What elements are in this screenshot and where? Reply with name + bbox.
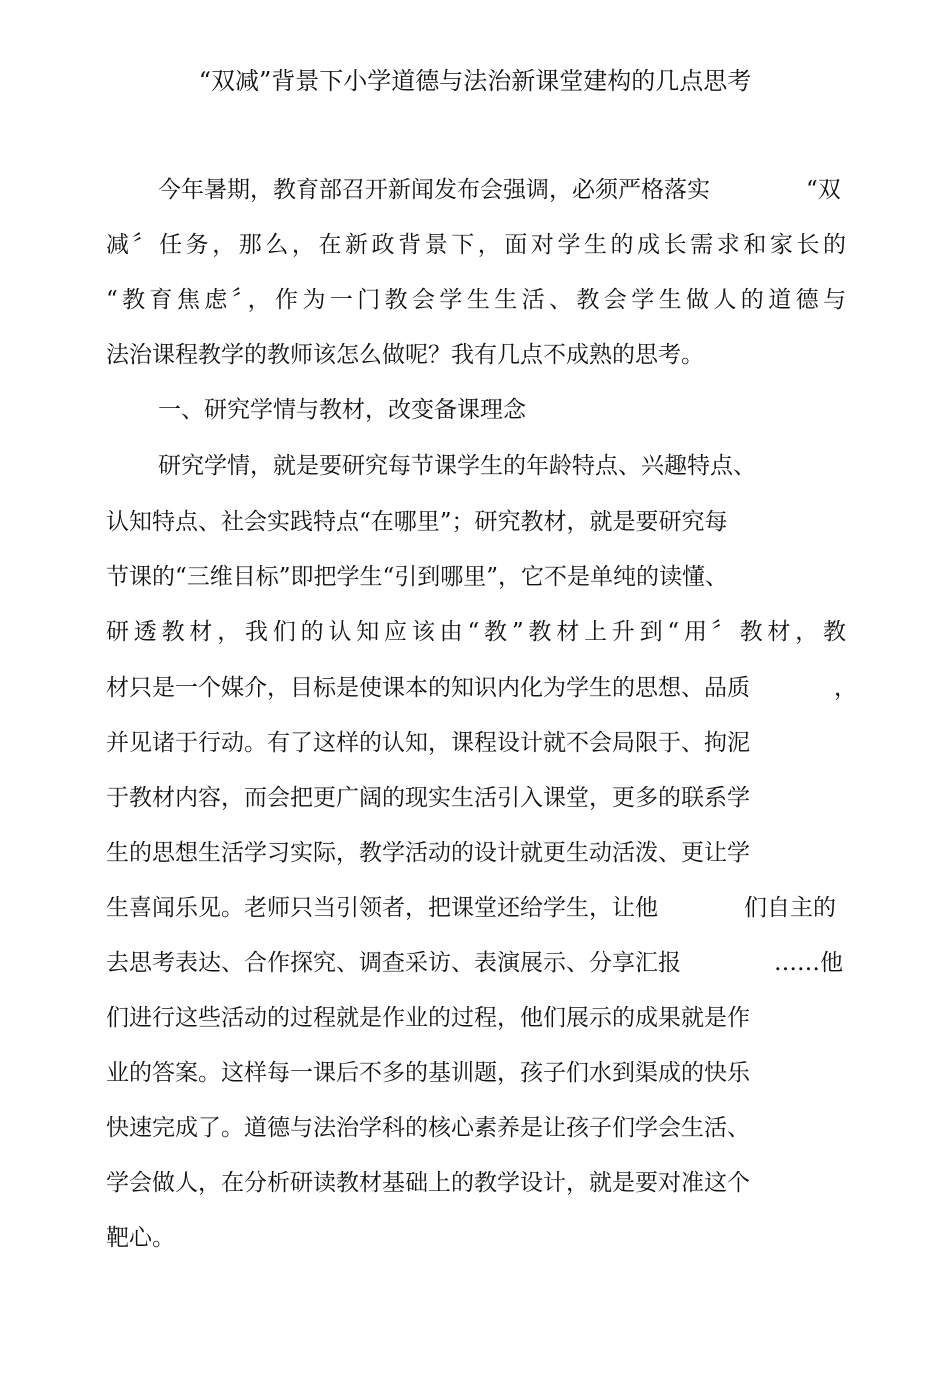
paragraph-line: 研透教材，我们的认知应该由“教”教材上升到“用〞教材，教 xyxy=(106,619,846,645)
paragraph-line: 认知特点、社会实践特点“在哪里”；研究教材，就是要研究每 xyxy=(106,509,728,535)
paragraph-line: 减〞任务，那么，在新政背景下，面对学生的成长需求和家长的 xyxy=(106,232,846,258)
paragraph-line: 业的答案。这样每一课后不多的基训题，孩子们水到渠成的快乐 xyxy=(106,1060,750,1086)
paragraph-line: 生喜闻乐见。老师只当引领者，把课堂还给学生，让他 xyxy=(106,895,658,921)
document-title: “双减”背景下小学道德与法治新课堂建构的几点思考 xyxy=(198,67,752,95)
paragraph-line: 们进行这些活动的过程就是作业的过程，他们展示的成果就是作 xyxy=(106,1005,750,1031)
paragraph-line: 学会做人，在分析研读教材基础上的教学设计，就是要对准这个 xyxy=(106,1170,750,1196)
paragraph-line-fragment: ……他 xyxy=(774,950,843,976)
paragraph-line: 研究学情，就是要研究每节课学生的年龄特点、兴趣特点、 xyxy=(158,453,756,479)
paragraph-line-fragment: ， xyxy=(834,675,857,701)
paragraph-line-fragment: 们自主的 xyxy=(744,895,836,921)
paragraph-line: 于教材内容，而会把更广阔的现实生活引入课堂，更多的联系学 xyxy=(106,785,750,811)
paragraph-line: 今年暑期，教育部召开新闻发布会强调，必须严格落实 xyxy=(158,177,710,203)
paragraph-line-fragment: “双 xyxy=(806,177,841,203)
paragraph-line: 并见诸于行动。有了这样的认知，课程设计就不会局限于、拘泥 xyxy=(106,730,750,756)
paragraph-line: 快速完成了。道德与法治学科的核心素养是让孩子们学会生活、 xyxy=(106,1115,750,1141)
paragraph-line: 法治课程教学的教师该怎么做呢？我有几点不成熟的思考。 xyxy=(106,342,704,368)
paragraph-line: 靶心。 xyxy=(106,1225,175,1251)
paragraph-line: 节课的“三维目标”即把学生“引到哪里”，它不是单纯的读懂、 xyxy=(106,564,729,590)
section-heading: 一、研究学情与教材，改变备课理念 xyxy=(158,397,526,423)
paragraph-line: 去思考表达、合作探究、调查采访、表演展示、分享汇报 xyxy=(106,950,681,976)
paragraph-line: 生的思想生活学习实际，教学活动的设计就更生动活泼、更让学 xyxy=(106,840,750,866)
paragraph-line: “教育焦虑〞，作为一门教会学生生活、教会学生做人的道德与 xyxy=(106,287,846,313)
paragraph-line: 材只是一个媒介，目标是使课本的知识内化为学生的思想、品质 xyxy=(106,675,750,701)
